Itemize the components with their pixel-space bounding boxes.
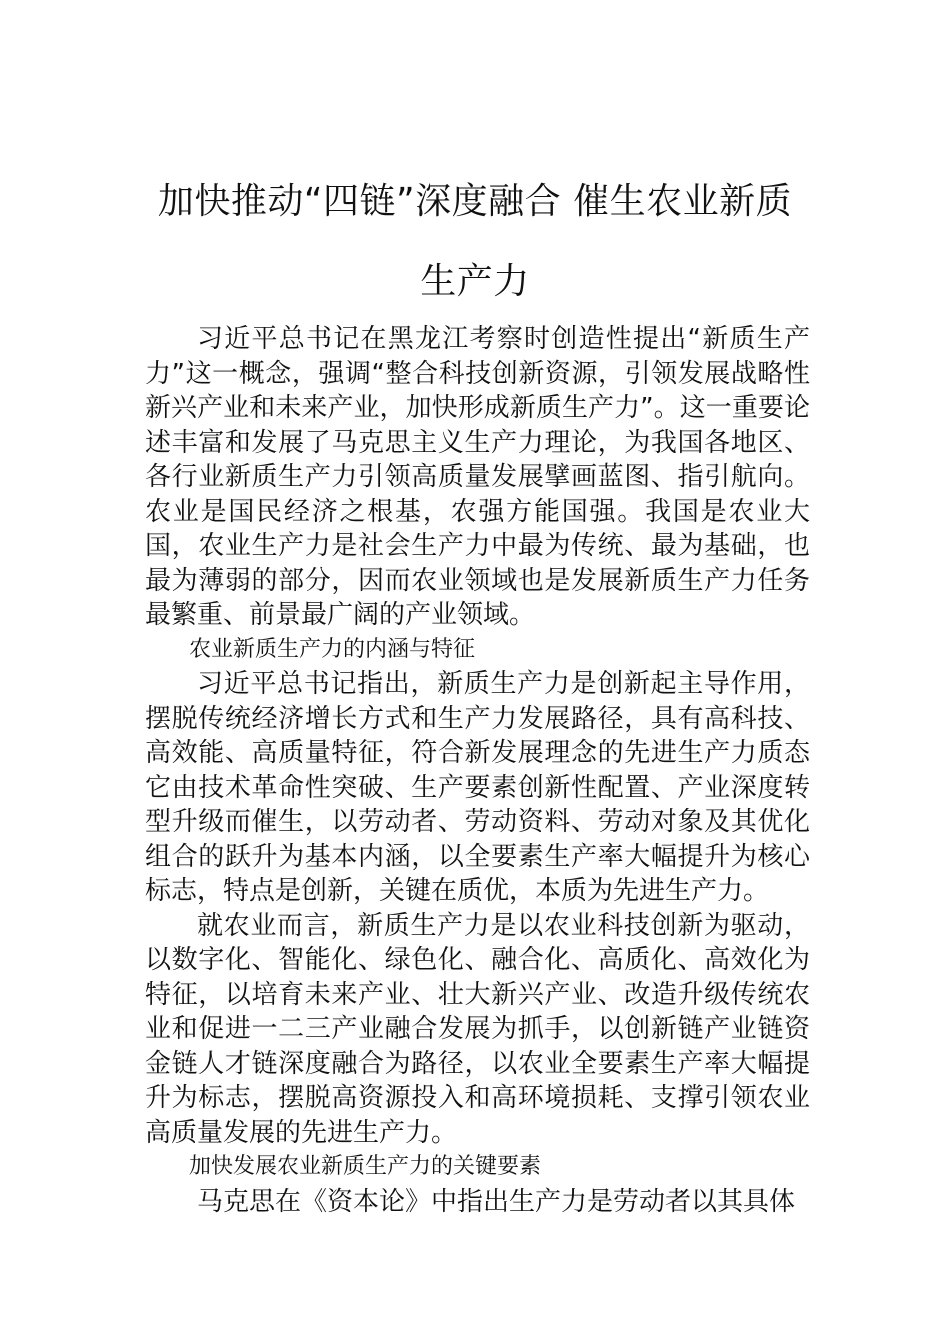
- document-title: 加快推动“四链”深度融合 催生农业新质生产力: [157, 181, 793, 302]
- section-heading-connotation: 农业新质生产力的内涵与特征: [189, 636, 476, 662]
- paragraph-agriculture: 就农业而言，新质生产力是以农业科技创新为驱动，以数字化、智能化、绿色化、融合化、高质化、高效化为特征，以培育未来产业、壮大新兴产业、改造升级传统农业和促进一二三产业融合发展为抓手，以创新链产业链资金链人才链深度融合为路径，以农业全要素生产率大幅提升为标志，摆脱高资源投入和高环境损耗、支撑引领农业高质量发展的先进生产力。: [145, 910, 810, 1148]
- paragraph-marx: 马克思在《资本论》中指出生产力是劳动者以其具体: [197, 1186, 796, 1217]
- document-body: [145, 322, 810, 1219]
- paragraph-intro: 习近平总书记在黑龙江考察时创造性提出“新质生产力”这一概念，强调“整合科技创新资源，引领发展战略性新兴产业和未来产业，加快形成新质生产力”。这一重要论述丰富和发展了马克思主义生产力理论，为我国各地区、各行业新质生产力引领高质量发展擘画蓝图、指引航向。农业是国民经济之根基，农强方能国强。我国是农业大国，农业生产力是社会生产力中最为传统、最为基础，也最为薄弱的部分，因而农业领域也是发展新质生产力任务最繁重、前景最广阔的产业领域。: [145, 324, 810, 630]
- paragraph-definition: 习近平总书记指出，新质生产力是创新起主导作用，摆脱传统经济增长方式和生产力发展路径，具有高科技、高效能、高质量特征，符合新发展理念的先进生产力质态它由技术革命性突破、生产要素创新性配置、产业深度转型升级而催生，以劳动者、劳动资料、劳动对象及其优化组合的跃升为基本内涵，以全要素生产率大幅提升为核心标志，特点是创新，关键在质优，本质为先进生产力。: [145, 669, 810, 906]
- section-heading-key-factors: 加快发展农业新质生产力的关键要素: [189, 1154, 542, 1179]
